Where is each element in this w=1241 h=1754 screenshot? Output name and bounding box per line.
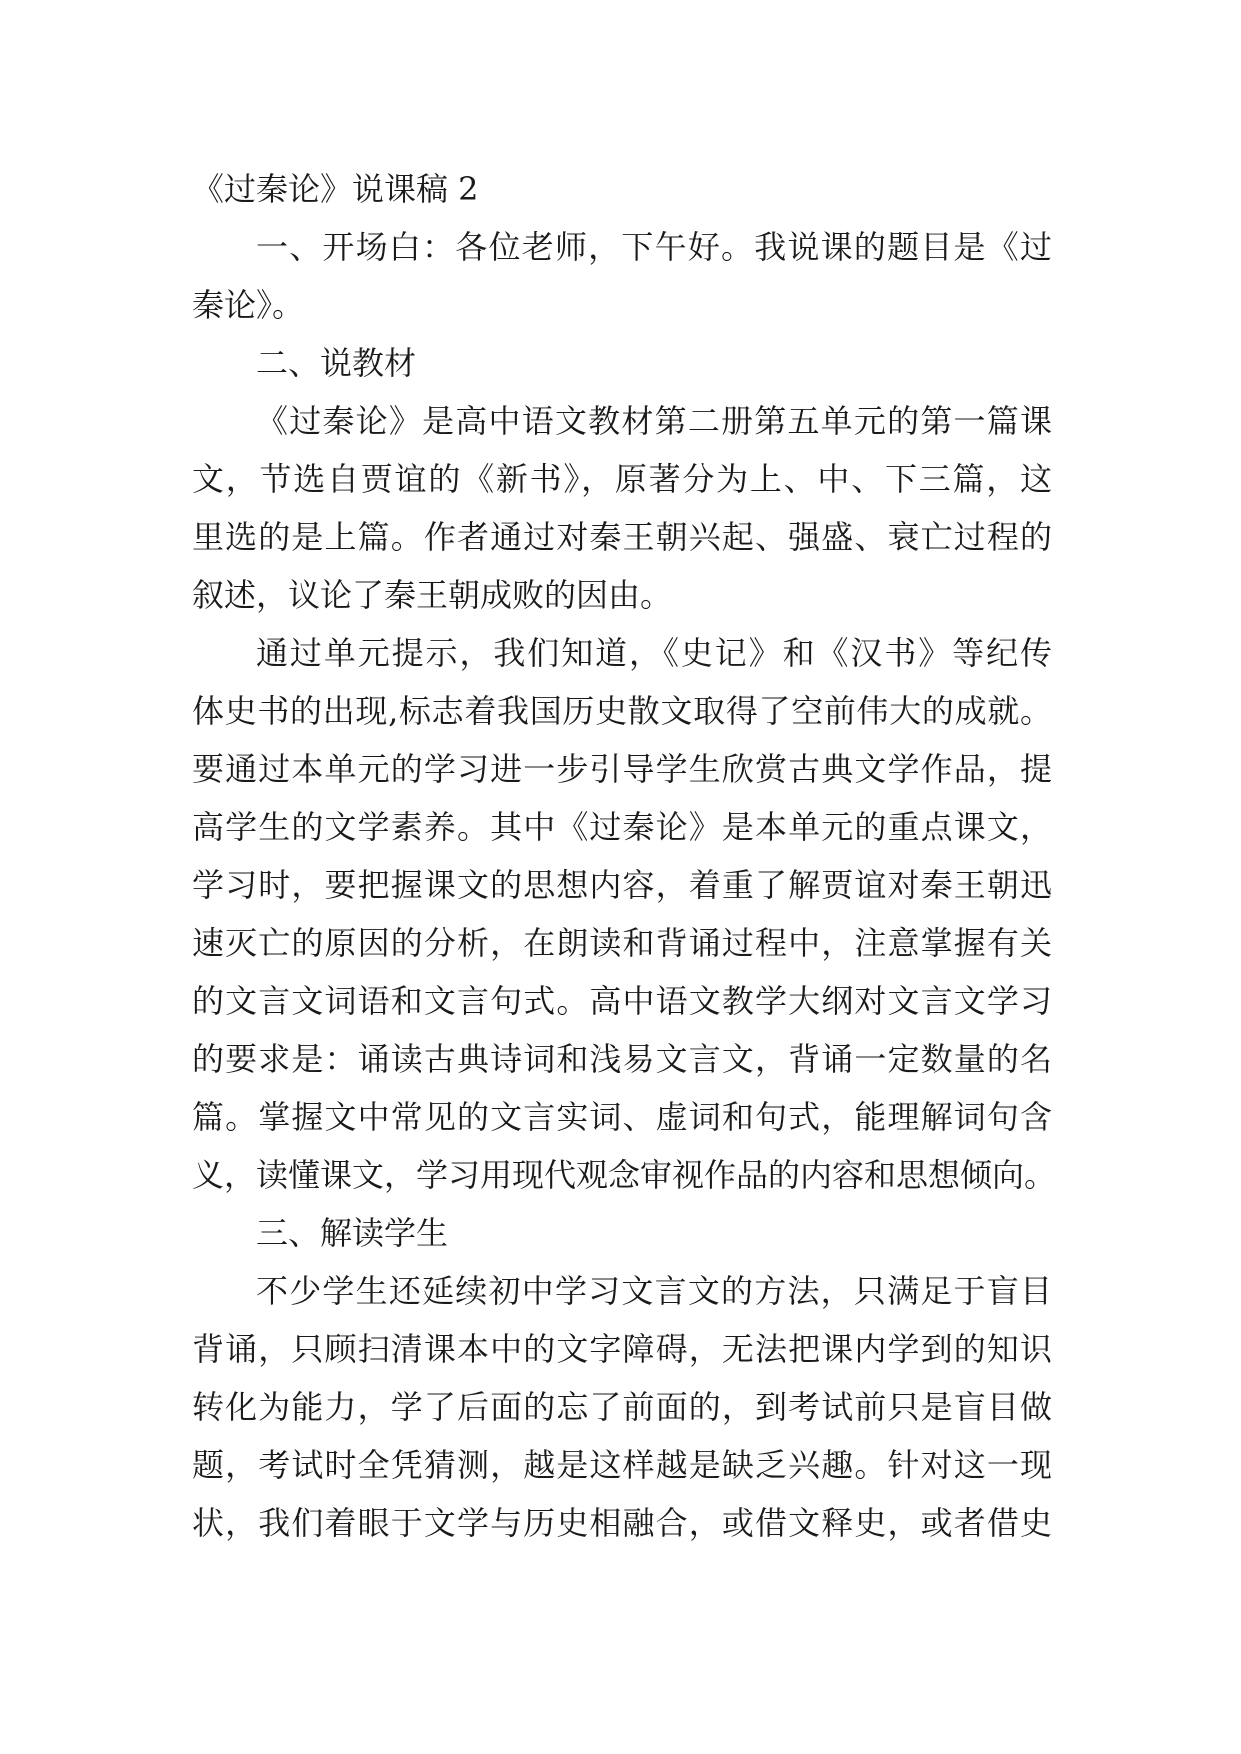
text-line: 背诵，只顾扫清课本中的文字障碍，无法把课内学到的知识 [192, 1330, 1052, 1368]
text-line: 速灭亡的原因的分析，在朗读和背诵过程中，注意掌握有关 [192, 924, 1052, 962]
section-heading: 二、说教材 [256, 344, 417, 382]
text-line: 义，读懂课文，学习用现代观念审视作品的内容和思想倾向。 [192, 1156, 1057, 1194]
text-line: 的要求是：诵读古典诗词和浅易文言文，背诵一定数量的名 [192, 1040, 1052, 1078]
section-heading: 三、解读学生 [256, 1214, 449, 1252]
text-line: 《过秦论》是高中语文教材第二册第五单元的第一篇课 [256, 402, 1052, 440]
text-line: 高学生的文学素养。其中《过秦论》是本单元的重点课文， [192, 808, 1052, 846]
text-line: 题，考试时全凭猜测，越是这样越是缺乏兴趣。针对这一现 [192, 1446, 1052, 1484]
text-line: 文，节选自贾谊的《新书》，原著分为上、中、下三篇，这 [192, 460, 1052, 498]
text-line: 通过单元提示，我们知道，《史记》和《汉书》等纪传 [256, 634, 1052, 672]
text-line: 转化为能力，学了后面的忘了前面的，到考试前只是盲目做 [192, 1388, 1052, 1426]
text-line: 要通过本单元的学习进一步引导学生欣赏古典文学作品，提 [192, 750, 1052, 788]
document-title: 《过秦论》说课稿 2 [192, 170, 479, 208]
text-line: 学习时，要把握课文的思想内容，着重了解贾谊对秦王朝迅 [192, 866, 1052, 904]
text-line: 秦论》。 [192, 286, 305, 324]
document-page [192, 160, 1057, 1552]
text-line: 体史书的出现,标志着我国历史散文取得了空前伟大的成就。 [192, 692, 1052, 730]
text-line: 不少学生还延续初中学习文言文的方法，只满足于盲目 [256, 1272, 1052, 1310]
text-line: 叙述，议论了秦王朝成败的因由。 [192, 576, 673, 614]
text-line: 篇。掌握文中常见的文言实词、虚词和句式，能理解词句含 [192, 1098, 1052, 1136]
text-line: 的文言文词语和文言句式。高中语文教学大纲对文言文学习 [192, 982, 1052, 1020]
text-line: 一、开场白：各位老师，下午好。我说课的题目是《过 [256, 228, 1052, 266]
text-line: 里选的是上篇。作者通过对秦王朝兴起、强盛、衰亡过程的 [192, 518, 1052, 556]
text-line: 状，我们着眼于文学与历史相融合，或借文释史，或者借史 [192, 1504, 1052, 1542]
